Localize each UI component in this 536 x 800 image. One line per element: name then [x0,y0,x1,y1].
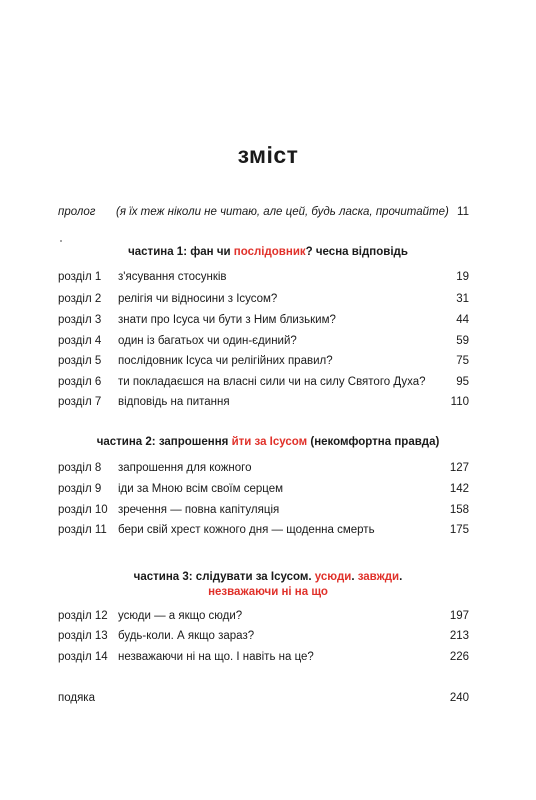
toc-entry[interactable] [0,332,536,350]
toc-entry-page: 197 [449,610,469,622]
toc-entry-label: розділ 5 [58,355,102,367]
toc-entry-page: 142 [449,483,469,495]
toc-entry-label: розділ 1 [58,271,102,283]
toc-entry[interactable] [0,480,536,498]
part-3-heading-accent-1: усюди [314,571,352,583]
toc-entry-label: розділ 4 [58,335,102,347]
toc-entry[interactable] [0,393,536,411]
toc-entry[interactable] [0,268,536,286]
page-title: зміст [237,142,299,168]
toc-entry-prolog[interactable] [0,203,536,221]
toc-entry-label: розділ 6 [58,376,102,388]
toc-entry-text: відповідь на питання [118,396,230,408]
part-1-heading-accent: послідовник [233,246,306,258]
toc-entry-text: (я їх теж ніколи не читаю, але цей, будь ласка, прочитайте) [116,206,449,218]
toc-entry-page: 31 [456,293,469,305]
toc-entry-text: іди за Мною всім своїм серцем [118,483,284,495]
toc-entry-label: розділ 11 [58,524,107,536]
toc-entry-label: розділ 2 [58,293,102,305]
part-2-heading-text-end: (некомфортна правда) [307,436,440,448]
toc-entry-text: будь-коли. А якщо зараз? [118,630,255,642]
toc-entry-label: розділ 9 [58,483,102,495]
part-2-heading-text: частина 2: запрошення [96,436,232,448]
toc-entry-page: 95 [456,376,469,388]
toc-entry-page: 75 [456,355,469,367]
part-1-heading-text: частина 1: фан чи [128,246,234,258]
part-3-heading-separator: . [351,571,358,583]
toc-entry-text: знати про Ісуса чи бути з Ним близьким? [118,314,336,326]
toc-entry-page: 44 [456,314,469,326]
toc-entry-page: 11 [457,206,469,218]
toc-entry-page: 175 [449,524,469,536]
toc-entry-label: розділ 7 [58,396,102,408]
toc-entry-label: подяка [58,692,95,704]
toc-entry[interactable] [0,290,536,308]
toc-entry-page: 127 [449,462,469,474]
stray-dot [60,240,62,242]
toc-entry-label: розділ 3 [58,314,102,326]
toc-entry-page: 19 [456,271,469,283]
toc-entry-page: 158 [449,504,469,516]
part-3-heading-period: . [399,571,403,583]
toc-entry-label: розділ 13 [58,630,108,642]
toc-entry[interactable] [0,352,536,370]
toc-entry[interactable] [0,373,536,391]
toc-entry[interactable] [0,607,536,625]
toc-entry-label: пролог [58,206,96,218]
toc-entry-page: 240 [449,692,469,704]
part-1-heading [0,244,536,261]
toc-entry[interactable] [0,501,536,519]
toc-entry-text: запрошення для кожного [118,462,252,474]
toc-entry-text: один із багатьох чи один-єдиний? [118,335,297,347]
toc-entry-text: зречення — повна капітуляція [118,504,280,516]
part-2-heading [0,434,536,451]
toc-entry-label: розділ 10 [58,504,108,516]
toc-entry-text: релігія чи відносини з Ісусом? [118,293,278,305]
part-1-heading-text-end: ? чесна відповідь [305,246,408,258]
toc-entry-page: 226 [449,651,469,663]
part-3-heading-accent-2: завжди [357,571,400,583]
part-3-heading-line-2: незважаючи ні на що [208,586,328,598]
toc-entry-page: 59 [456,335,469,347]
toc-entry[interactable] [0,627,536,645]
toc-entry[interactable] [0,459,536,477]
toc-entry-text: усюди — а якщо сюди? [118,610,243,622]
toc-entry-text: послідовник Ісуса чи релігійних правил? [118,355,333,367]
toc-entry-text: бери свій хрест кожного дня — щоденна смерть [118,524,375,536]
toc-entry-page: 213 [449,630,469,642]
toc-entry-label: розділ 14 [58,651,108,663]
part-2-heading-accent: йти за Ісусом [231,436,308,448]
toc-entry-text: незважаючи ні на що. І навіть на це? [118,651,314,663]
toc-entry[interactable] [0,648,536,666]
toc-entry-label: розділ 8 [58,462,102,474]
toc-entry[interactable] [0,521,536,539]
toc-entry-acknowledgements[interactable] [0,689,536,707]
part-3-heading-text: частина 3: слідувати за Ісусом. [133,571,315,583]
toc-entry-label: розділ 12 [58,610,108,622]
toc-entry-page: 110 [450,396,469,408]
toc-entry-text: ти покладаєшся на власні сили чи на силу Святого Духа? [118,376,426,388]
toc-entry[interactable] [0,311,536,329]
toc-entry-text: з'ясування стосунків [118,271,227,283]
